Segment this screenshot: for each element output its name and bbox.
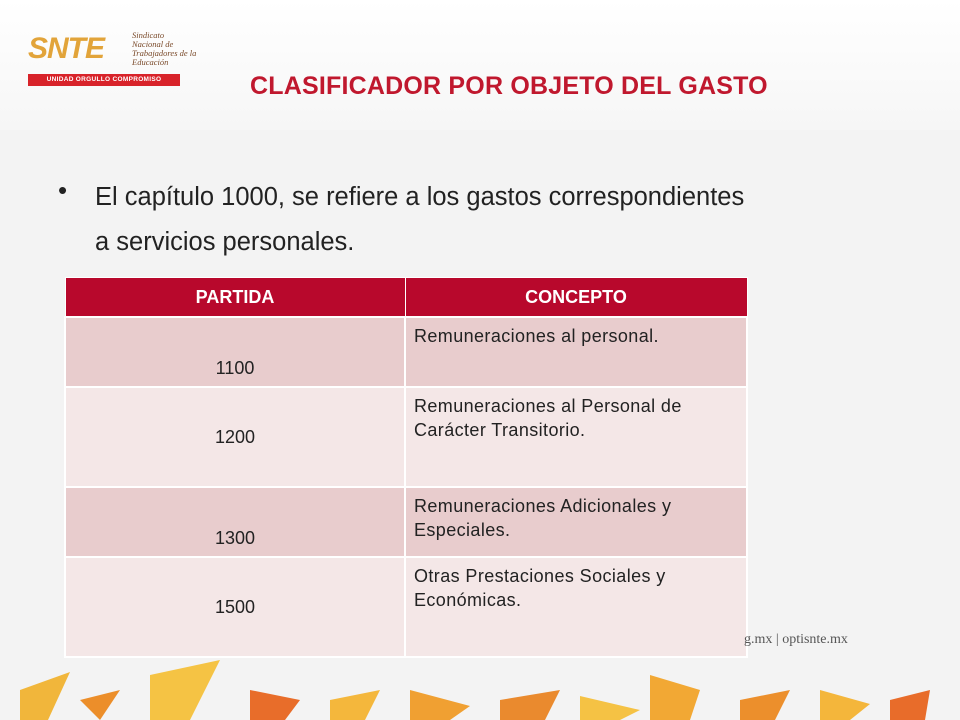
expense-classifier-table	[64, 277, 748, 658]
deco-triangle	[890, 690, 930, 720]
logo-text-line: Educación	[132, 57, 169, 67]
bullet-dot-icon: •	[58, 175, 68, 205]
concepto-cell: Remuneraciones Adicionales y Especiales.	[405, 487, 747, 557]
logo-text-line: Trabajadores de la	[132, 48, 197, 58]
bullet-text: El capítulo 1000, se refiere a los gastos correspondientes a servicios personales.	[95, 183, 745, 256]
deco-triangle	[650, 675, 700, 720]
concepto-cell: Remuneraciones al Personal de Carácter Transitorio.	[405, 387, 747, 487]
partida-cell: 1300	[65, 487, 405, 557]
logo-text-line: Nacional de	[132, 39, 174, 49]
bullet-point	[58, 175, 758, 265]
logo-motto: UNIDAD ORGULLO COMPROMISO	[28, 74, 180, 86]
logo-text	[132, 31, 212, 67]
footer-url: g.mx | optisnte.mx	[744, 632, 848, 647]
snte-logo	[28, 30, 197, 88]
logo-text-line: Sindicato	[132, 30, 165, 40]
column-header-concepto: CONCEPTO	[405, 278, 747, 318]
concepto-cell: Otras Prestaciones Sociales y Económicas.	[405, 557, 747, 657]
column-header-partida: PARTIDA	[65, 278, 405, 318]
deco-triangle	[740, 690, 790, 720]
concepto-cell: Remuneraciones al personal.	[405, 317, 747, 387]
deco-triangle	[250, 690, 300, 720]
deco-triangle	[150, 660, 220, 720]
deco-triangle	[330, 690, 380, 720]
table-row	[65, 317, 747, 387]
logo-mark	[28, 32, 104, 66]
deco-triangle	[820, 690, 870, 720]
partida-cell: 1200	[65, 387, 405, 487]
partida-cell: 1100	[65, 317, 405, 387]
table-row	[65, 557, 747, 657]
deco-triangle	[580, 696, 640, 720]
deco-triangle	[80, 690, 120, 720]
deco-triangle	[20, 672, 70, 720]
deco-triangle	[500, 690, 560, 720]
logo-mark-text: SNTE	[28, 32, 105, 65]
deco-triangle	[410, 690, 470, 720]
table-row	[65, 487, 747, 557]
table-header-row	[65, 278, 747, 318]
table-row	[65, 387, 747, 487]
slide-title: CLASIFICADOR POR OBJETO DEL GASTO	[250, 72, 768, 100]
partida-cell: 1500	[65, 557, 405, 657]
